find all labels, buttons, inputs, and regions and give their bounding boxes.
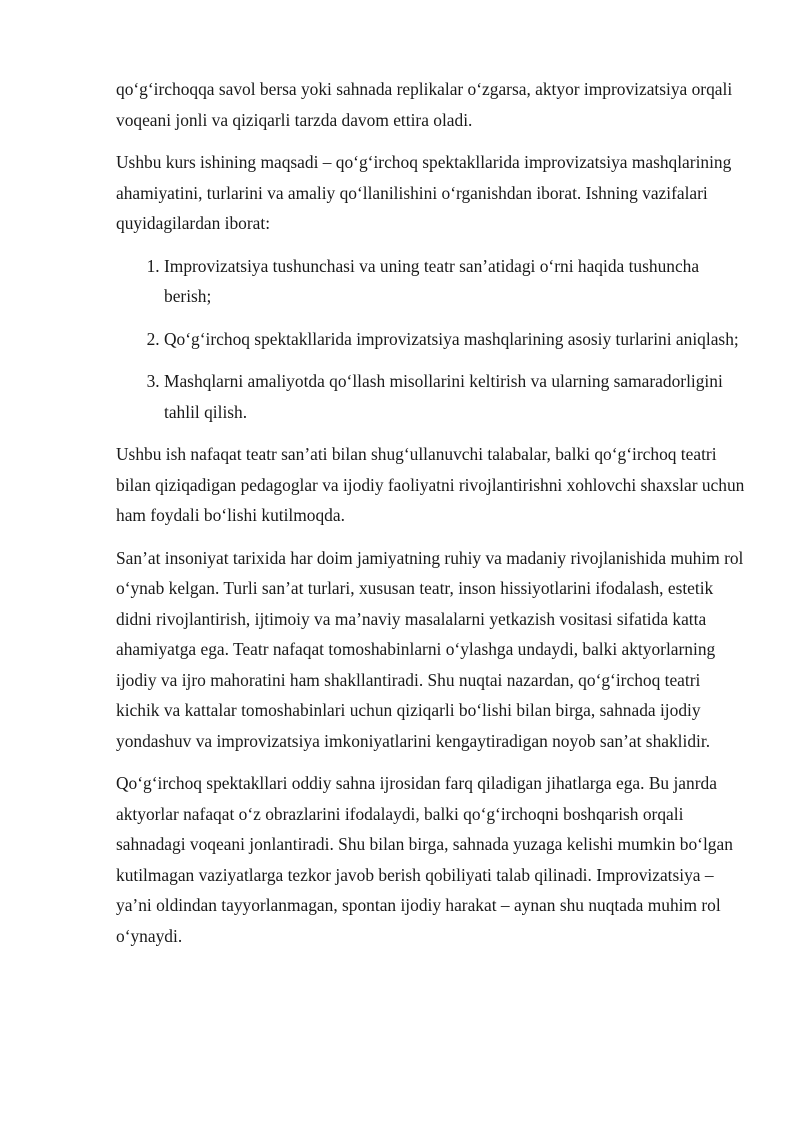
paragraph-audience: Ushbu ish nafaqat teatr san’ati bilan shug‘ullanuvchi talabalar, balki qo‘g‘irchoq teatri bilan qiziqadigan pedagoglar va ijodiy faoliyatni rivojlantirishni xohlovchi shaxslar uchun ham foydali bo‘lishi kutilmoqda.: [116, 444, 745, 525]
list-item: 2. Qo‘g‘irchoq spektakllarida improvizatsiya mashqlarining asosiy turlarini aniqlash;: [164, 324, 748, 355]
paragraph-aim: Ushbu kurs ishining maqsadi – qo‘g‘irchoq spektakllarida improvizatsiya mashqlarining ahamiyatini, turlarini va amaliy qo‘llanilishini o‘rganishdan iborat. Ishning vazifalari quyidagilardan iborat:: [116, 152, 732, 233]
list-item: 1. Improvizatsiya tushunchasi va uning teatr san’atidagi o‘rni haqida tushuncha berish;: [164, 251, 748, 312]
tasks-list: [116, 251, 748, 428]
list-item: 3. Mashqlarni amaliyotda qo‘llash misollarini keltirish va ularning samaradorligini tahlil qilish.: [164, 366, 748, 427]
paragraph-art-history: San’at insoniyat tarixida har doim jamiyatning ruhiy va madaniy rivojlanishida muhim rol o‘ynab kelgan. Turli san’at turlari, xususan teatr, inson hissiyotlarini ifodalash, estetik didni rivojlantirish, ijtimoiy va ma’naviy masalalarni yetkazish vositasi sifatida katta ahamiyatga ega. Teatr nafaqat tomoshabinlarni o‘ylashga undaydi, balki aktyorlarning ijodiy va ijro mahoratini ham shakllantiradi. Shu nuqtai nazardan, qo‘g‘irchoq teatri kichik va kattalar tomoshabinlari uchun qiziqarli bo‘lishi bilan birga, sahnada ijodiy yondashuv va improvizatsiya imkoniyatlarini kengaytiradigan noyob san’at shaklidir.: [116, 547, 744, 751]
paragraph-continuation: qo‘g‘irchoqqa savol bersa yoki sahnada replikalar o‘zgarsa, aktyor improvizatsiya orqali voqeani jonli va qiziqarli tarzda davom ettira oladi.: [116, 79, 733, 130]
paragraph-puppet-performance: Qo‘g‘irchoq spektakllari oddiy sahna ijrosidan farq qiladigan jihatlarga ega. Bu janrda aktyorlar nafaqat o‘z obrazlarini ifodalaydi, balki qo‘g‘irchoqni boshqarish orqali sahnadagi voqeani jonlantiradi. Shu bilan birga, sahnada yuzaga kelishi mumkin bo‘lgan kutilmagan vaziyatlarga tezkor javob berish qobiliyati talab qilinadi. Improvizatsiya – ya’ni oldindan tayyorlanmagan, spontan ijodiy harakat – aynan shu nuqtada muhim rol o‘ynaydi.: [116, 773, 733, 946]
document-body: [116, 74, 748, 963]
